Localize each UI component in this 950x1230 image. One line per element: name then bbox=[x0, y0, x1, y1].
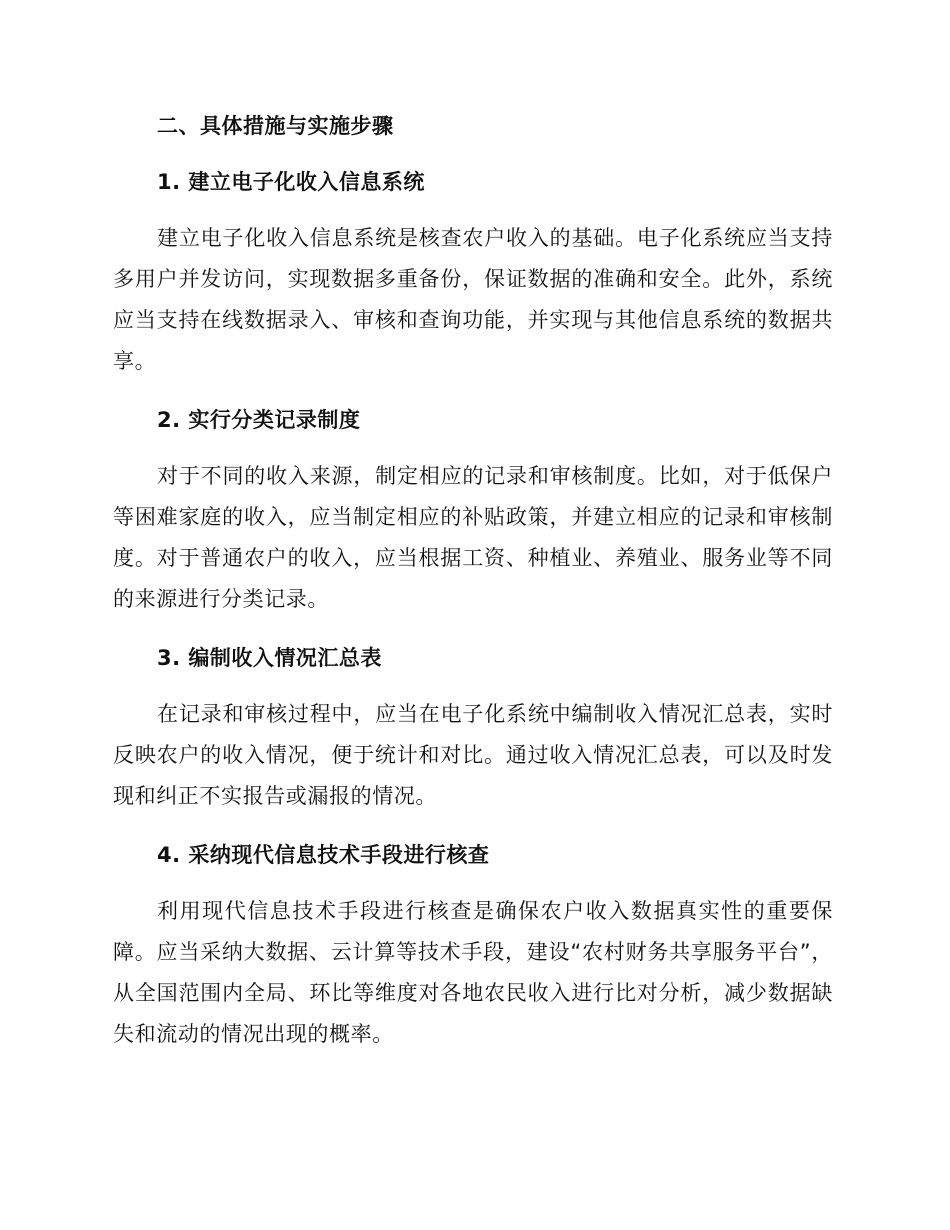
document-content bbox=[113, 110, 833, 1055]
subsection-heading-3: 3. 编制收入情况汇总表 bbox=[157, 646, 382, 670]
section-title: 二、具体措施与实施步骤 bbox=[157, 114, 394, 138]
subsection-heading-1: 1. 建立电子化收入信息系统 bbox=[157, 170, 425, 194]
subsection-heading-4: 4. 采纳现代信息技术手段进行核查 bbox=[157, 843, 490, 867]
subsection-body-2: 对于不同的收入来源，制定相应的记录和审核制度。比如，对于低保户等困难家庭的收入，应当制定相应的补贴政策，并建立相应的记录和审核制度。对于普通农户的收入，应当根据工资、种植业、养殖业、服务业等不同的来源进行分类记录。 bbox=[113, 464, 833, 611]
subsection-body-1: 建立电子化收入信息系统是核查农户收入的基础。电子化系统应当支持多用户并发访问，实现数据多重备份，保证数据的准确和安全。此外，系统应当支持在线数据录入、审核和查询功能，并实现与其他信息系统的数据共享。 bbox=[113, 226, 833, 373]
subsection-body-4: 利用现代信息技术手段进行核查是确保农户收入数据真实性的重要保障。应当采纳大数据、云计算等技术手段，建设“农村财务共享服务平台”，从全国范围内全局、环比等维度对各地农民收入进行比对分析，减少数据缺失和流动的情况出现的概率。 bbox=[113, 899, 833, 1046]
subsection-body-3: 在记录和审核过程中，应当在电子化系统中编制收入情况汇总表，实时反映农户的收入情况，便于统计和对比。通过收入情况汇总表，可以及时发现和纠正不实报告或漏报的情况。 bbox=[113, 702, 833, 808]
subsection-heading-2: 2. 实行分类记录制度 bbox=[157, 408, 361, 432]
